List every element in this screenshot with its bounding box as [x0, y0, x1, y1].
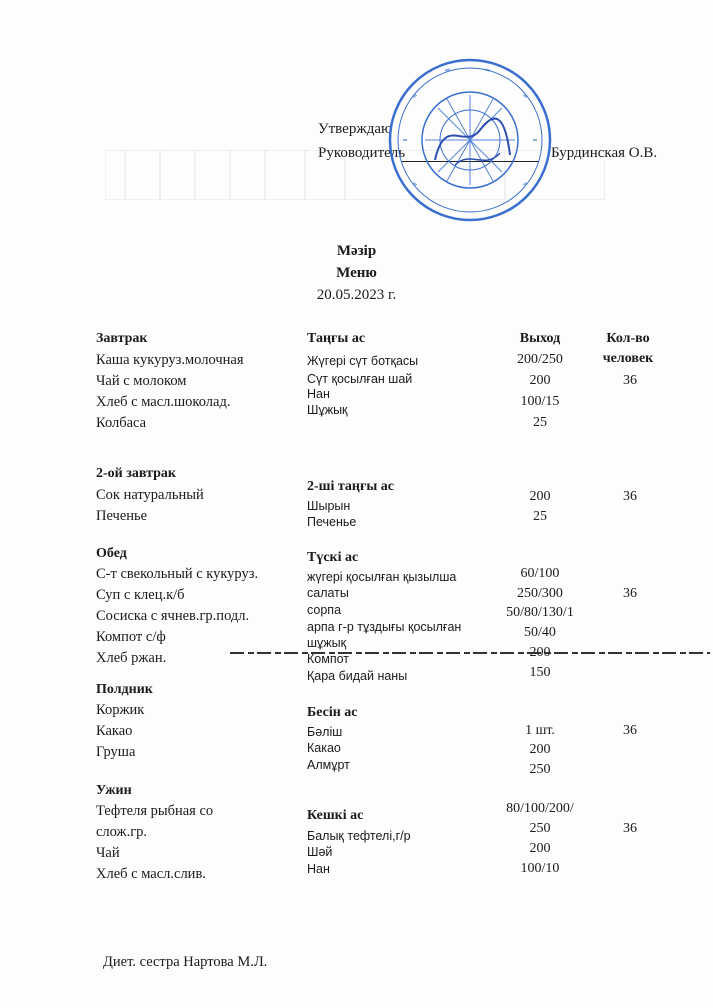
- section-breakfast-kz-title: Таңғы ас: [307, 331, 366, 346]
- dinner-value: 200: [529, 841, 551, 856]
- lunch-value: 200: [529, 645, 551, 660]
- snack-count: 36: [623, 723, 637, 738]
- dinner-kz-item: Нан: [307, 862, 330, 876]
- snack-value: 250: [529, 762, 551, 777]
- breakfast-kz-item: Сүт қосылған шай: [307, 372, 413, 386]
- section-snack-kz-title: Бесін ас: [307, 705, 358, 720]
- breakfast-value: 200: [529, 373, 551, 388]
- snack-ru-item: Коржик: [96, 702, 145, 718]
- lunch-ru-item: Хлеб ржан.: [96, 650, 167, 666]
- lunch-kz-item: сорпа: [307, 603, 342, 617]
- dinner-value: 250: [529, 821, 551, 836]
- second-breakfast-ru-item: Печенье: [96, 508, 148, 524]
- dinner-value: 100/10: [520, 861, 560, 876]
- lunch-kz-item: Компот: [307, 652, 349, 666]
- dinner-value: 80/100/200/: [506, 801, 574, 816]
- section-snack-ru-title: Полдник: [96, 682, 153, 697]
- lunch-ru-item: Компот с/ф: [96, 629, 166, 645]
- lunch-ru-item: Сосиска с ячнев.гр.подл.: [96, 608, 250, 624]
- title-kz: Мәзір: [336, 243, 377, 259]
- column-count-header-line2: человек: [602, 351, 654, 366]
- dinner-ru-item: Тефтеля рыбная со: [96, 803, 214, 819]
- breakfast-ru-item: Хлеб с масл.шоколад.: [96, 394, 231, 410]
- dinner-count: 36: [623, 821, 637, 836]
- dinner-ru-item: Хлеб с масл.слив.: [96, 866, 206, 882]
- column-count-header-line1: Кол-во: [606, 331, 650, 346]
- breakfast-ru-item: Чай с молоком: [96, 373, 187, 389]
- breakfast-kz-item: Жүгері сүт ботқасы: [307, 354, 419, 368]
- breakfast-value: 100/15: [520, 394, 560, 409]
- lunch-kz-item: жүгері қосылған қызылша: [307, 570, 457, 584]
- snack-kz-item: Какао: [307, 741, 341, 755]
- section-lunch-kz-title: Түскі ас: [307, 550, 359, 565]
- breakfast-ru-item: Каша кукуруз.молочная: [96, 352, 244, 368]
- second-breakfast-count: 36: [623, 489, 637, 504]
- breakfast-ru-item: Колбаса: [96, 415, 147, 431]
- official-seal: [385, 55, 555, 225]
- approve-label: Утверждаю: [318, 121, 393, 137]
- section-second-breakfast-kz-title: 2-ші таңғы ас: [307, 479, 394, 494]
- lunch-value: 50/80/130/1: [506, 605, 574, 620]
- second-breakfast-kz-item: Печенье: [307, 515, 357, 529]
- section-breakfast-ru-title: Завтрак: [96, 331, 148, 346]
- breakfast-kz-item: Нан: [307, 387, 330, 401]
- breakfast-value: 200/250: [517, 352, 563, 367]
- snack-value: 1 шт.: [525, 723, 555, 738]
- section-second-breakfast-ru-title: 2-ой завтрак: [96, 466, 176, 481]
- second-breakfast-kz-item: Шырын: [307, 499, 351, 513]
- scan-smear-artifact: [230, 650, 710, 656]
- lunch-value: 150: [529, 665, 551, 680]
- lunch-kz-item: арпа г-р тұздығы қосылған: [307, 620, 462, 634]
- section-dinner-ru-title: Ужин: [96, 783, 132, 798]
- snack-ru-item: Какао: [96, 723, 133, 739]
- second-breakfast-value: 25: [533, 509, 547, 524]
- dinner-kz-item: Шәй: [307, 845, 333, 859]
- breakfast-value: 25: [533, 415, 547, 430]
- snack-ru-item: Груша: [96, 744, 136, 760]
- dietitian-signature: Диет. сестра Нартова М.Л.: [103, 954, 268, 970]
- lunch-kz-item: Қара бидай наны: [307, 669, 408, 683]
- second-breakfast-ru-item: Сок натуральный: [96, 487, 204, 503]
- snack-kz-item: Алмұрт: [307, 758, 350, 772]
- lunch-count: 36: [623, 586, 637, 601]
- lunch-value: 60/100: [520, 566, 560, 581]
- breakfast-count: 36: [623, 373, 637, 388]
- menu-date: 20.05.2023 г.: [316, 287, 397, 303]
- breakfast-kz-item: Шұжық: [307, 403, 348, 417]
- dinner-ru-item: слож.гр.: [96, 824, 148, 840]
- section-dinner-kz-title: Кешкі ас: [307, 808, 364, 823]
- lunch-value: 250/300: [517, 586, 563, 601]
- lunch-ru-item: С-т свекольный с кукуруз.: [96, 566, 259, 582]
- snack-kz-item: Бәліш: [307, 725, 343, 739]
- section-lunch-ru-title: Обед: [96, 546, 127, 561]
- lunch-ru-item: Суп с клец.к/б: [96, 587, 185, 603]
- column-exit-header: Выход: [519, 331, 561, 346]
- director-name: Бурдинская О.В.: [551, 145, 658, 161]
- title-ru: Меню: [336, 265, 377, 281]
- dinner-ru-item: Чай: [96, 845, 120, 861]
- dinner-kz-item: Балық тефтелі,г/р: [307, 829, 411, 843]
- second-breakfast-value: 200: [529, 489, 551, 504]
- snack-value: 200: [529, 742, 551, 757]
- lunch-kz-item: шұжық: [307, 636, 347, 650]
- position-label: Руководитель: [318, 145, 406, 161]
- lunch-kz-item: салаты: [307, 586, 349, 600]
- lunch-value: 50/40: [524, 625, 556, 640]
